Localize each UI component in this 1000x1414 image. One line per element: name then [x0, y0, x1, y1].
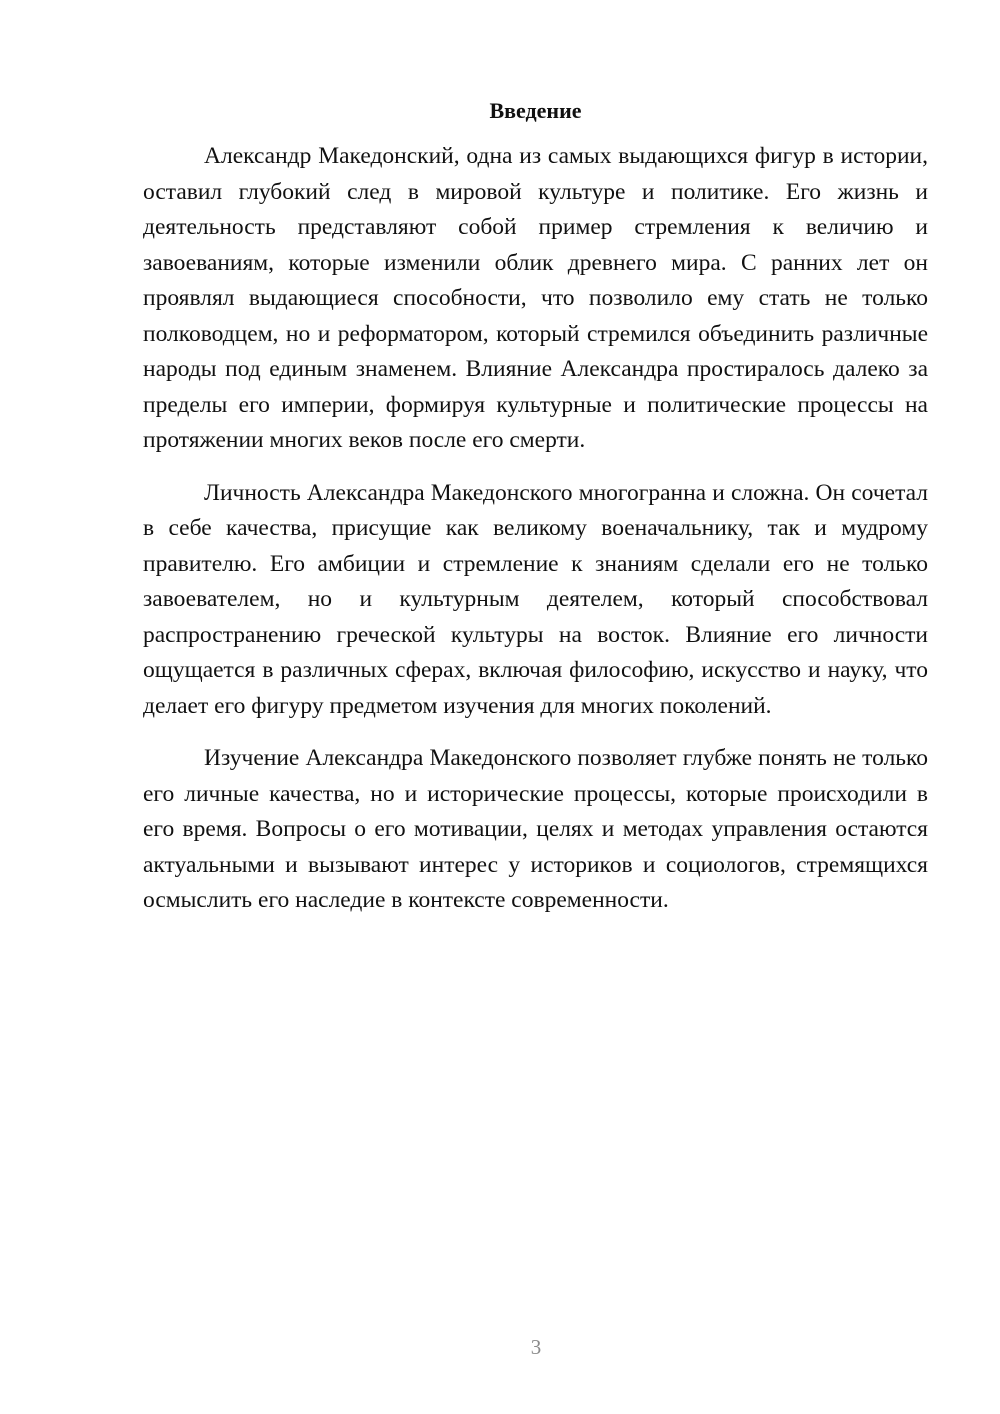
page-content: [143, 95, 928, 919]
paragraph-3: Изучение Александра Македонского позволяет глубже понять не только его личные качества, но и исторические процессы, которые происходили в его время. Вопросы о его мотивации, целях и методах управления остаются актуальными и вызывают интерес у историков и социологов, стремящихся осмыслить его наследие в контексте современности.: [143, 745, 928, 913]
paragraph-2: Личность Александра Македонского многогранна и сложна. Он сочетал в себе качества, присущие как великому военачальнику, так и мудрому правителю. Его амбиции и стремление к знаниям сделали его не только завоевателем, но и культурным деятелем, который способствовал распространению греческой культуры на восток. Влияние его личности ощущается в различных сферах, включая философию, искусство и науку, что делает его фигуру предметом изучения для многих поколений.: [143, 479, 928, 719]
section-heading: Введение: [489, 98, 582, 123]
page-number: 3: [530, 1335, 542, 1359]
paragraph-1: Александр Македонский, одна из самых выдающихся фигур в истории, оставил глубокий след в мировой культуре и политике. Его жизнь и деятельность представляют собой пример стремления к величию и завоеваниям, которые изменили облик древнего мира. С ранних лет он проявлял выдающиеся способности, что позволило ему стать не только полководцем, но и реформатором, который стремился объединить различные народы под единым знаменем. Влияние Александра простиралось далеко за пределы его империи, формируя культурные и политические процессы на протяжении многих веков после его смерти.: [143, 143, 928, 453]
